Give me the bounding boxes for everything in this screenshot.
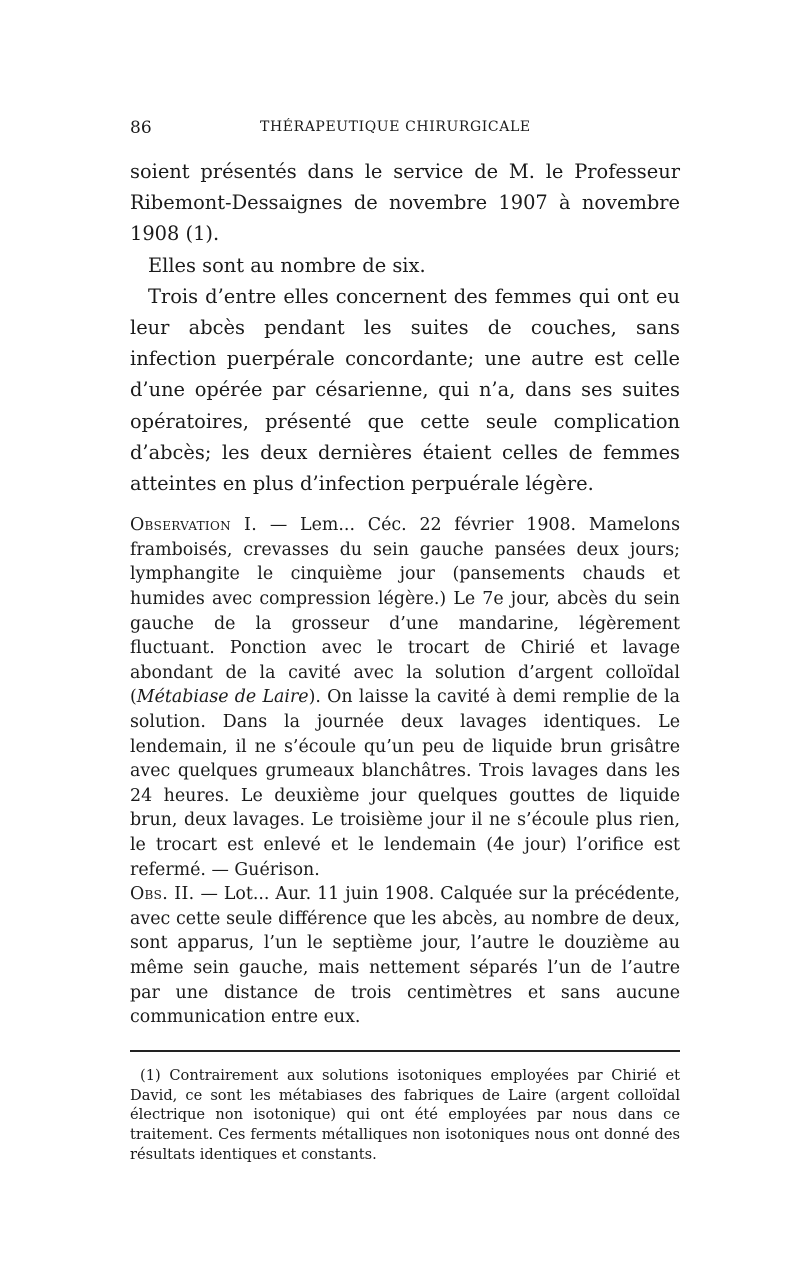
observations: [130, 513, 680, 1029]
running-head: [130, 116, 680, 144]
paragraph-2: Elles sont au nombre de six.: [148, 253, 426, 277]
body-text: [130, 156, 680, 499]
book-page: [130, 116, 680, 1165]
paragraph-1: soient présentés dans le service de M. le Professeur Ribemont-Dessaignes de novembre 1907 à novembre 1908 (1).: [130, 160, 680, 246]
observation-1-text: — Lem... Céc. 22 février 1908. Mamelons framboisés, crevasses du sein gauche pansées deux jours; lymphangite le cinquième jour (pansements chauds et humides avec compression légère.) Le 7e jour, abcès du sein gauche de la grosseur d’une mandarine, légèrement fluctuant. Ponction avec le trocart de Chirié et lavage abondant de la cavité avec la solution d’argent colloïdal (: [130, 515, 680, 708]
footnote-rule: [130, 1050, 680, 1052]
footnote: (1) Contrairement aux solutions isotoniques employées par Chirié et David, ce sont les métabiases des fabriques de Laire (argent colloïdal électrique non isotonique) qui ont été employées par nous dans ce traitement. Ces ferments métalliques non isotoniques nous ont donné des résultats identiques et constants.: [130, 1066, 680, 1163]
observation-1-italic: Métabiase de Laire: [136, 687, 309, 708]
paragraph-3: Trois d’entre elles concernent des femmes qui ont eu leur abcès pendant les suites de couches, sans infection puerpérale concordante; une autre est celle d’une opérée par césarienne, qui n’a, dans ses suites opératoires, présenté que cette seule complication d’abcès; les deux dernières étaient celles de femmes atteintes en plus d’infection perpuérale légère.: [130, 284, 680, 496]
observation-2-text: — Lot... Aur. 11 juin 1908. Calquée sur la précédente, avec cette seule différence que les abcès, au nombre de deux, sont apparus, l’un le septième jour, l’autre le douzième au même sein gauche, mais nettement séparés l’un de l’autre par une distance de trois centimètres et sans aucune communication entre eux.: [130, 884, 680, 1028]
observation-2: [130, 882, 680, 1030]
observation-1: [130, 513, 680, 882]
observation-1-label: Observation I.: [130, 515, 258, 536]
page-number: 86: [130, 118, 152, 138]
observation-2-label: Obs. II.: [130, 884, 195, 905]
observation-1-text-after: ). On laisse la cavité à demi remplie de la solution. Dans la journée deux lavages identiques. Le lendemain, il ne s’écoule qu’un peu de liquide brun grisâtre avec quelques grumeaux blanchâtres. Trois lavages dans les 24 heures. Le deuxième jour quelques gouttes de liquide brun, deux lavages. Le troisième jour il ne s’écoule plus rien, le trocart est enlevé et le lendemain (4e jour) l’orifice est refermé. — Guérison.: [130, 687, 680, 880]
running-title: THÉRAPEUTIQUE CHIRURGICALE: [260, 119, 531, 135]
